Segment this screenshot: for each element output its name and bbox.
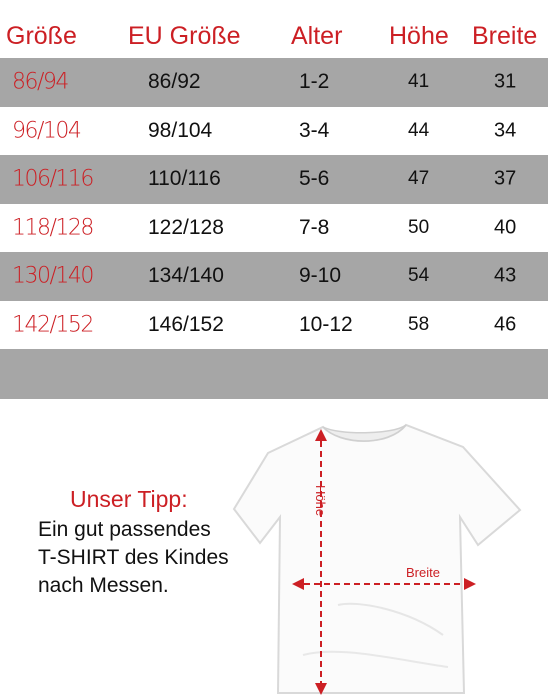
cell-height: 44 (408, 119, 430, 141)
tshirt-illustration (228, 405, 546, 700)
cell-height: 50 (408, 216, 430, 238)
tshirt-body (234, 425, 520, 693)
cell-eu-size: 98/104 (148, 118, 213, 142)
cell-size: 118/128 (12, 215, 93, 241)
cell-width: 37 (494, 167, 517, 190)
table-row (0, 204, 548, 253)
cell-size: 106/116 (12, 166, 93, 192)
tip-text-line: T-SHIRT des Kindes (38, 546, 229, 569)
header-height: Höhe (389, 22, 449, 50)
cell-height: 41 (408, 71, 430, 93)
cell-width: 34 (494, 119, 517, 142)
cell-age: 3-4 (299, 118, 330, 142)
width-arrow-right (464, 578, 476, 590)
cell-eu-size: 86/92 (148, 70, 201, 94)
table-header (0, 0, 548, 58)
cell-size: 96/104 (12, 118, 81, 144)
cell-height: 47 (408, 168, 430, 190)
table-empty-row (0, 349, 548, 399)
table-row (0, 107, 548, 156)
table-row (0, 58, 548, 107)
cell-age: 9-10 (299, 264, 342, 288)
cell-eu-size: 146/152 (148, 312, 224, 336)
table-row (0, 155, 548, 204)
cell-eu-size: 110/116 (148, 167, 221, 191)
header-width: Breite (472, 22, 538, 50)
cell-age: 5-6 (299, 167, 330, 191)
tip-text-line: nach Messen. (38, 574, 169, 597)
width-label: Breite (406, 565, 440, 580)
cell-size: 142/152 (12, 312, 93, 338)
size-table (0, 58, 548, 349)
cell-age: 7-8 (299, 215, 330, 239)
cell-width: 40 (494, 216, 517, 239)
cell-size: 86/94 (12, 69, 68, 95)
tip-text-line: Ein gut passendes (38, 518, 211, 541)
cell-age: 10-12 (299, 312, 353, 336)
cell-eu-size: 134/140 (148, 264, 224, 288)
cell-height: 54 (408, 265, 430, 287)
cell-width: 46 (494, 313, 517, 336)
cell-height: 58 (408, 313, 430, 335)
header-eu-size: EU Größe (128, 22, 241, 50)
cell-width: 43 (494, 264, 517, 287)
cell-size: 130/140 (12, 263, 93, 289)
table-row (0, 301, 548, 350)
table-row (0, 252, 548, 301)
tshirt-diagram (228, 405, 546, 700)
header-size: Größe (6, 22, 77, 50)
tip-title: Unser Tipp: (70, 486, 188, 512)
header-age: Alter (291, 22, 343, 50)
height-label: Höhe (313, 485, 328, 517)
cell-width: 31 (494, 70, 517, 93)
cell-age: 1-2 (299, 70, 330, 94)
cell-eu-size: 122/128 (148, 215, 224, 239)
